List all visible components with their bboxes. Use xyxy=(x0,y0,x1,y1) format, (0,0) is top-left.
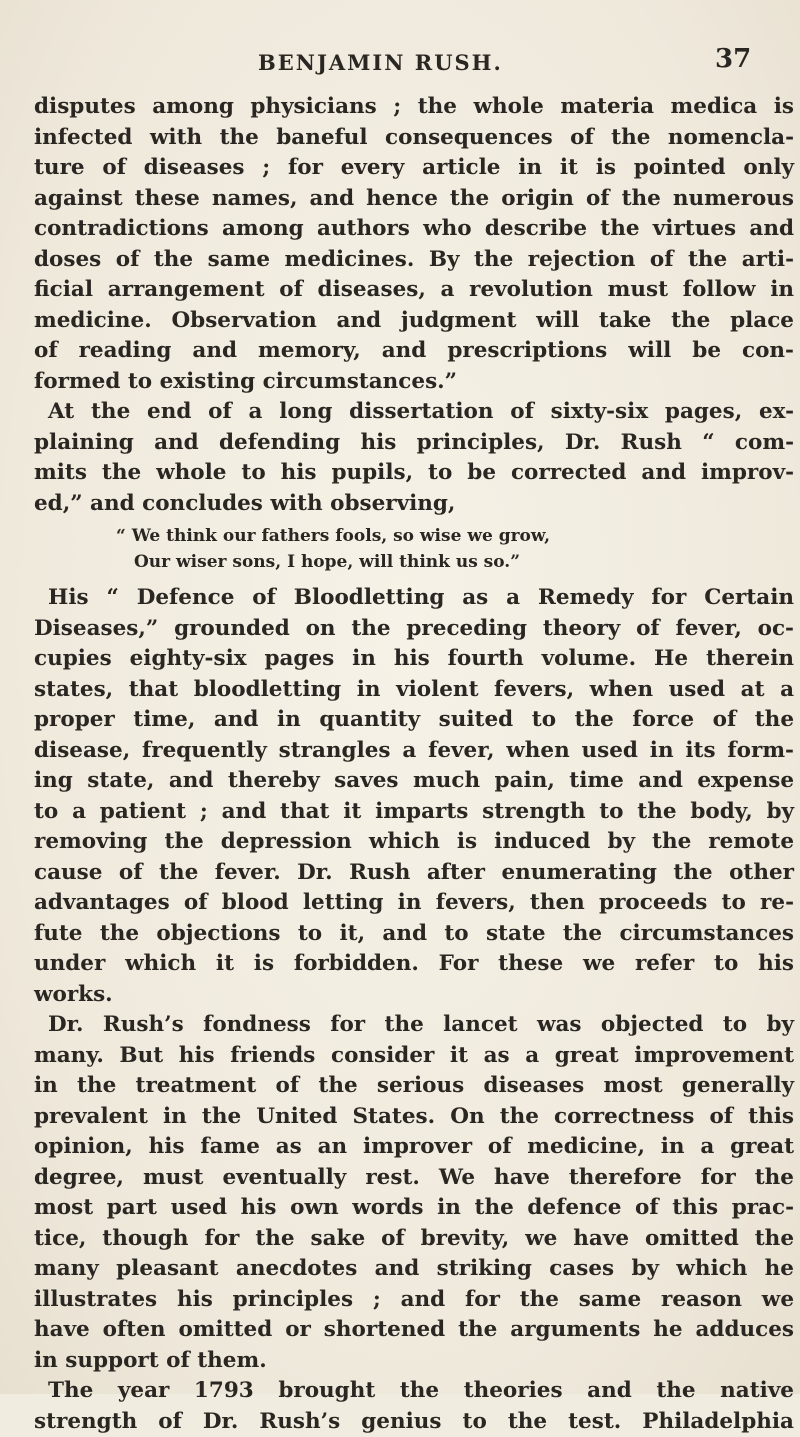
text-line: in the treatment of the serious diseases most generally xyxy=(34,1071,794,1102)
text-line: have often omitted or shortened the arguments he adduces xyxy=(34,1315,794,1346)
text-line: advantages of blood letting in fevers, then proceeds to re- xyxy=(34,888,794,919)
text-line: most part used his own words in the defence of this prac- xyxy=(34,1193,794,1224)
text-line: proper time, and in quantity suited to the force of the xyxy=(34,705,794,736)
running-head xyxy=(0,50,800,90)
text-line: fute the objections to it, and to state the circumstances xyxy=(34,919,794,950)
verse-quote-line: “ We think our fathers fools, so wise we grow, xyxy=(34,523,794,549)
text-line: contradictions among authors who describe the virtues and xyxy=(34,214,794,245)
text-line: infected with the baneful consequences of the nomencla- xyxy=(34,123,794,154)
running-title: BENJAMIN RUSH. xyxy=(258,50,503,75)
paragraph-start: His “ Defence of Bloodletting as a Remedy for Certain xyxy=(34,583,794,614)
page-number: 37 xyxy=(715,44,751,74)
text-line: works. xyxy=(34,980,794,1011)
text-line: plaining and defending his principles, Dr. Rush “ com- xyxy=(34,428,794,459)
text-line: tice, though for the sake of brevity, we have omitted the xyxy=(34,1224,794,1255)
text-line: many pleasant anecdotes and striking cases by which he xyxy=(34,1254,794,1285)
paragraph-start: The year 1793 brought the theories and the native xyxy=(34,1376,794,1407)
text-line: strength of Dr. Rush’s genius to the test. Philadelphia xyxy=(34,1407,794,1437)
body-text xyxy=(34,92,794,1437)
paragraph-start: At the end of a long dissertation of sixty-six pages, ex- xyxy=(34,397,794,428)
text-line: medicine. Observation and judgment will take the place xyxy=(34,306,794,337)
text-line: opinion, his fame as an improver of medicine, in a great xyxy=(34,1132,794,1163)
text-line: formed to existing circumstances.” xyxy=(34,367,794,398)
text-line: states, that bloodletting in violent fevers, when used at a xyxy=(34,675,794,706)
paragraph-start: Dr. Rush’s fondness for the lancet was objected to by xyxy=(34,1010,794,1041)
text-line: disease, frequently strangles a fever, when used in its form- xyxy=(34,736,794,767)
text-line: ed,” and concludes with observing, xyxy=(34,489,794,520)
text-line: ing state, and thereby saves much pain, time and expense xyxy=(34,766,794,797)
text-line: ficial arrangement of diseases, a revolution must follow in xyxy=(34,275,794,306)
text-line: degree, must eventually rest. We have therefore for the xyxy=(34,1163,794,1194)
text-line: mits the whole to his pupils, to be corrected and improv- xyxy=(34,458,794,489)
text-line: prevalent in the United States. On the correctness of this xyxy=(34,1102,794,1133)
text-line: to a patient ; and that it imparts strength to the body, by xyxy=(34,797,794,828)
text-line: disputes among physicians ; the whole materia medica is xyxy=(34,92,794,123)
text-line: cupies eighty-six pages in his fourth volume. He therein xyxy=(34,644,794,675)
text-line: illustrates his principles ; and for the same reason we xyxy=(34,1285,794,1316)
text-line: removing the depression which is induced by the remote xyxy=(34,827,794,858)
text-line: doses of the same medicines. By the rejection of the arti- xyxy=(34,245,794,276)
text-line: many. But his friends consider it as a great improvement xyxy=(34,1041,794,1072)
text-line: against these names, and hence the origin of the numerous xyxy=(34,184,794,215)
text-line: under which it is forbidden. For these we refer to his xyxy=(34,949,794,980)
verse-quote-line: Our wiser sons, I hope, will think us so.” xyxy=(34,549,794,575)
text-line: ture of diseases ; for every article in it is pointed only xyxy=(34,153,794,184)
text-line: of reading and memory, and prescriptions will be con- xyxy=(34,336,794,367)
text-line: cause of the fever. Dr. Rush after enumerating the other xyxy=(34,858,794,889)
text-line: in support of them. xyxy=(34,1346,794,1377)
text-line: Diseases,” grounded on the preceding theory of fever, oc- xyxy=(34,614,794,645)
